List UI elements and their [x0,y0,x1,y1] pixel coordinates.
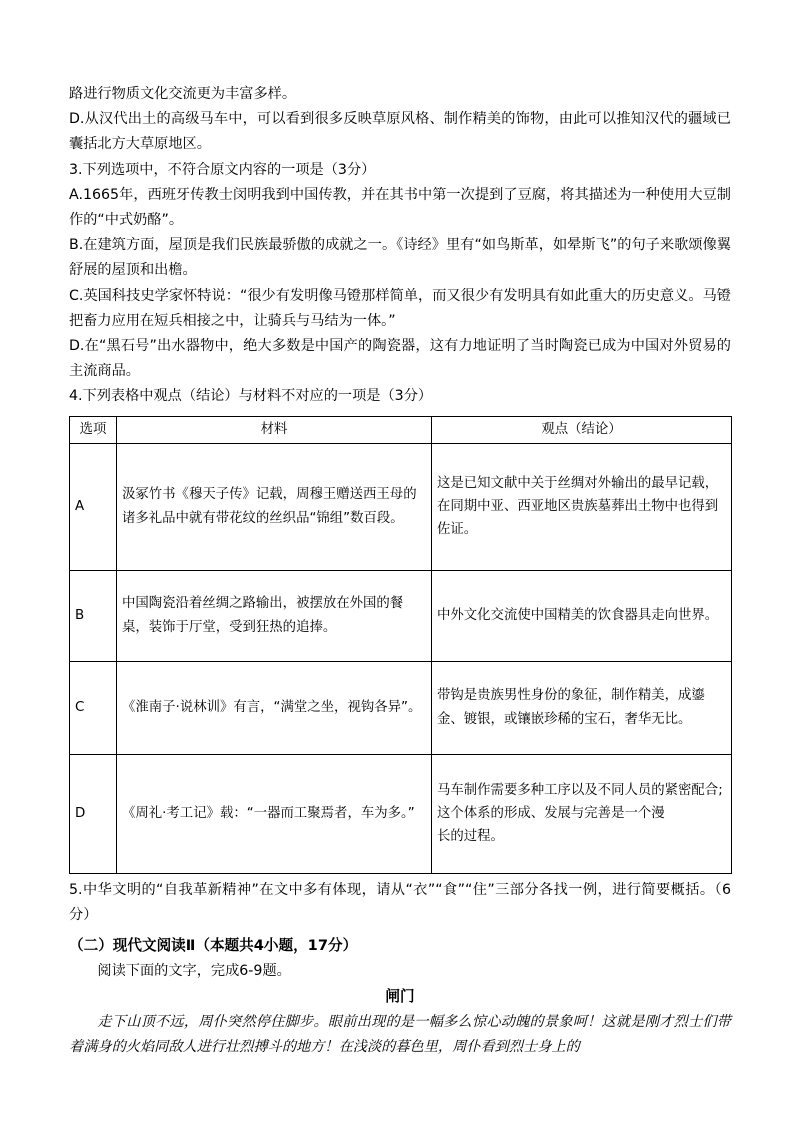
table-cell-option: C [70,661,117,754]
reading-passage-title: 闸门 [385,988,415,1006]
question-3-stem: 3.下列选项中，不符合原文内容的一项是（3分） [69,161,376,178]
table-row [70,661,732,754]
table-cell-material: 汲冢竹书《穆天子传》记载，周穆王赠送西王母的诸多礼品中就有带花纹的丝织品“锦组”数百段。 [117,443,432,570]
table-cell-view: 这是已知文献中关于丝绸对外输出的最早记载，在同期中亚、西亚地区贵族墓葬出土物中也得到佐证。 [432,443,732,570]
paragraph-continued: 路进行物质文化交流更为丰富多样。 [69,86,297,102]
table-cell-material: 《周礼·考工记》载：“一器而工聚焉者，车为多。” [117,754,432,873]
table-cell-view-line2: 长的过程。 [437,829,504,845]
table-cell-material: 《淮南子·说林训》有言，“满堂之坐，视钩各异”。 [117,661,432,754]
table-header-row [70,416,732,443]
question-3-option-d: D.在“黑石号”出水器物中，绝大多数是中国产的陶瓷器，这有力地证明了当时陶瓷已成为中国对外贸易的主流商品。 [69,338,731,380]
table-header-view: 观点（结论） [432,416,732,443]
table-cell-option: B [70,570,117,661]
table-row [70,443,732,570]
section-2-instruction: 阅读下面的文字，完成6-9题。 [97,963,291,980]
question-4-stem: 4.下列表格中观点（结论）与材料不对应的一项是（3分） [69,388,433,405]
table-row [70,754,732,873]
table-cell-view-line1: 马车制作需要多种工序以及不同人员的紧密配合; 这个体系的形成、发展与完善是一个漫 [437,782,723,821]
question-3-option-a: A.1665年，西班牙传教士闵明我到中国传教，并在其书中第一次提到了豆腐，将其描述为一种使用大豆制作的“中式奶酪”。 [69,186,731,229]
table-cell-view [432,754,732,873]
table-row [70,570,732,661]
table-cell-view: 带钩是贵族男性身份的象征，制作精美，成鎏金、镀银，或镶嵌珍稀的宝石，奢华无比。 [432,661,732,754]
question-3-option-b: B.在建筑方面，屋顶是我们民族最骄傲的成就之一。《诗经》里有“如鸟斯革，如晕斯飞”的句子来歌颂像翼舒展的屋顶和出檐。 [69,237,731,279]
table-header-material: 材料 [117,416,432,443]
reading-passage-body: 走下山顶不远，周仆突然停住脚步。眼前出现的是一幅多么惊心动魄的景象呵！这就是刚才烈士们带着满身的火焰同敌人进行壮烈搏斗的地方！在浅淡的暮色里，周仆看到烈士身上的 [69,1014,731,1056]
table-cell-option: A [70,443,117,570]
table-cell-material: 中国陶瓷沿着丝绸之路输出，被摆放在外国的餐桌，装饰于厅堂，受到狂热的追捧。 [117,570,432,661]
question-3-option-c: C.英国科技史学家怀特说：“很少有发明像马镫那样简单，而又很少有发明具有如此重大的历史意义。马镫把畜力应用在短兵相接之中，让骑兵与马结为一体。” [69,287,731,329]
paragraph-option-d-prev: D.从汉代出土的高级马车中，可以看到很多反映草原风格、制作精美的饰物，由此可以推知汉代的疆域已囊括北方大草原地区。 [69,111,731,153]
options-table [69,416,732,874]
table-cell-view: 中外文化交流使中国精美的饮食器具走向世界。 [432,570,732,661]
table-header-option: 选项 [70,416,117,443]
table-cell-option: D [70,754,117,873]
question-5-stem: 5.中华文明的“自我革新精神”在文中多有体现，请从“衣”“食”“住”三部分各找一例，进行简要概括。（6分） [69,881,731,923]
section-2-heading: （二）现代文阅读Ⅱ（本题共4小题，17分） [69,937,358,955]
